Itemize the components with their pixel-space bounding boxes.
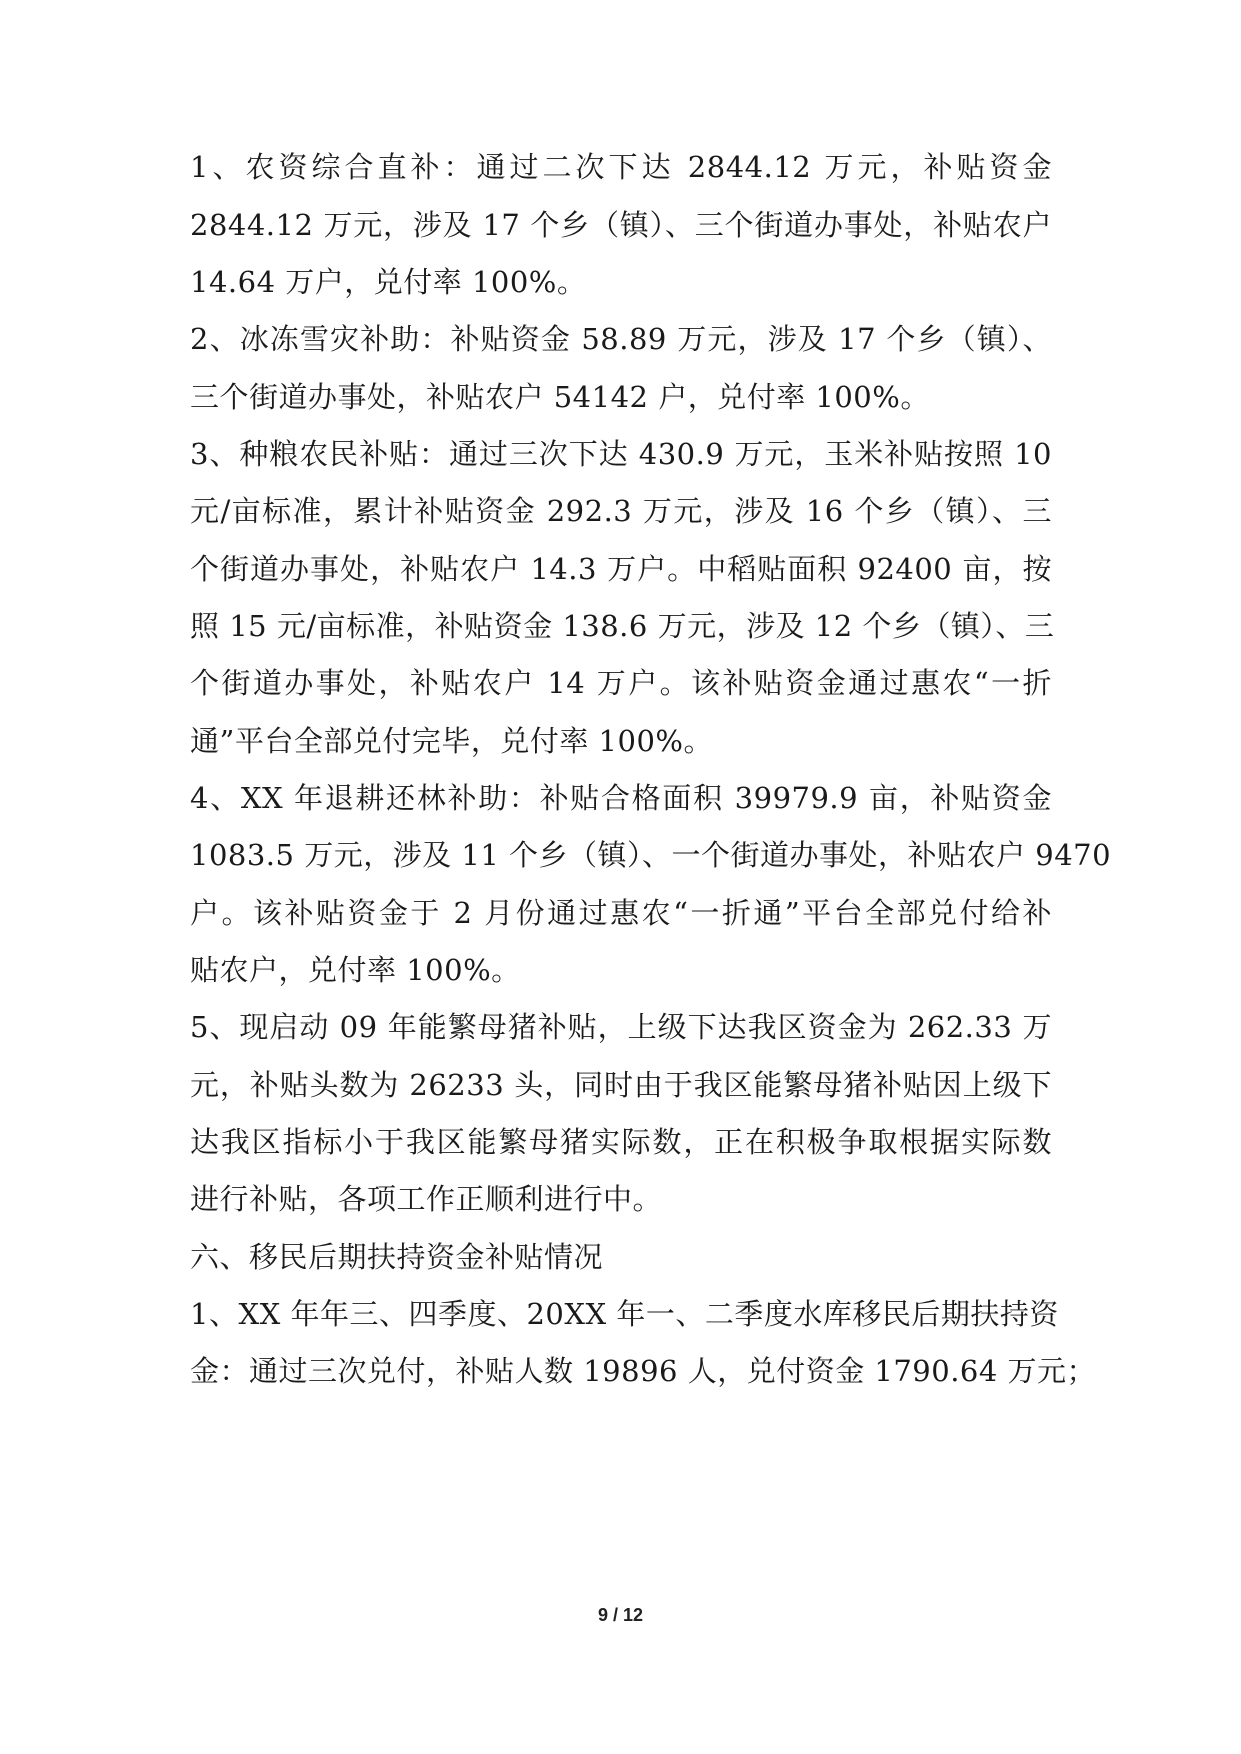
paragraph-3-line-3: 个街道办事处，补贴农户 14.3 万户。中稻贴面积 92400 亩，按 (190, 552, 1052, 586)
paragraph-3-line-1: 3、种粮农民补贴：通过三次下达 430.9 万元，玉米补贴按照 10 (190, 437, 1052, 471)
section-heading: 六、移民后期扶持资金补贴情况 (190, 1240, 604, 1274)
paragraph-1-line-3: 14.64 万户，兑付率 100%。 (190, 265, 587, 299)
paragraph-1-line-2: 2844.12 万元，涉及 17 个乡（镇）、三个街道办事处，补贴农户 (190, 208, 1052, 242)
paragraph-2-line-1: 2、冰冻雪灾补助：补贴资金 58.89 万元，涉及 17 个乡（镇）、 (190, 322, 1052, 356)
paragraph-5-line-3: 达我区指标小于我区能繁母猪实际数，正在积极争取根据实际数 (190, 1125, 1052, 1159)
page-number: 9 / 12 (597, 1605, 644, 1625)
paragraph-4-line-1: 4、XX 年退耕还林补助：补贴合格面积 39979.9 亩，补贴资金 (190, 781, 1052, 815)
paragraph-5-line-4: 进行补贴，各项工作正顺利进行中。 (190, 1182, 663, 1216)
paragraph-4-line-3: 户。该补贴资金于 2 月份通过惠农“一折通”平台全部兑付给补 (190, 896, 1052, 930)
paragraph-5-line-2: 元，补贴头数为 26233 头，同时由于我区能繁母猪补贴因上级下 (190, 1068, 1052, 1102)
paragraph-3-line-2: 元/亩标准，累计补贴资金 292.3 万元，涉及 16 个乡（镇）、三 (190, 494, 1052, 528)
paragraph-4-line-2: 1083.5 万元，涉及 11 个乡（镇）、一个街道办事处，补贴农户 9470 (190, 838, 1112, 872)
paragraph-3-line-5: 个街道办事处，补贴农户 14 万户。该补贴资金通过惠农“一折 (190, 666, 1052, 700)
paragraph-1-line-1: 1、农资综合直补：通过二次下达 2844.12 万元，补贴资金 (190, 150, 1052, 184)
paragraph-3-line-4: 照 15 元/亩标准，补贴资金 138.6 万元，涉及 12 个乡（镇）、三 (190, 609, 1055, 643)
paragraph-4-line-4: 贴农户，兑付率 100%。 (190, 953, 521, 987)
paragraph-6-line-2: 金：通过三次兑付，补贴人数 19896 人，兑付资金 1790.64 万元； (190, 1354, 1097, 1388)
paragraph-5-line-1: 5、现启动 09 年能繁母猪补贴，上级下达我区资金为 262.33 万 (190, 1010, 1052, 1044)
paragraph-6-line-1: 1、XX 年年三、四季度、20XX 年一、二季度水库移民后期扶持资 (190, 1297, 1059, 1331)
paragraph-2-line-2: 三个街道办事处，补贴农户 54142 户，兑付率 100%。 (190, 380, 930, 414)
paragraph-3-line-6: 通”平台全部兑付完毕，兑付率 100%。 (190, 724, 713, 758)
